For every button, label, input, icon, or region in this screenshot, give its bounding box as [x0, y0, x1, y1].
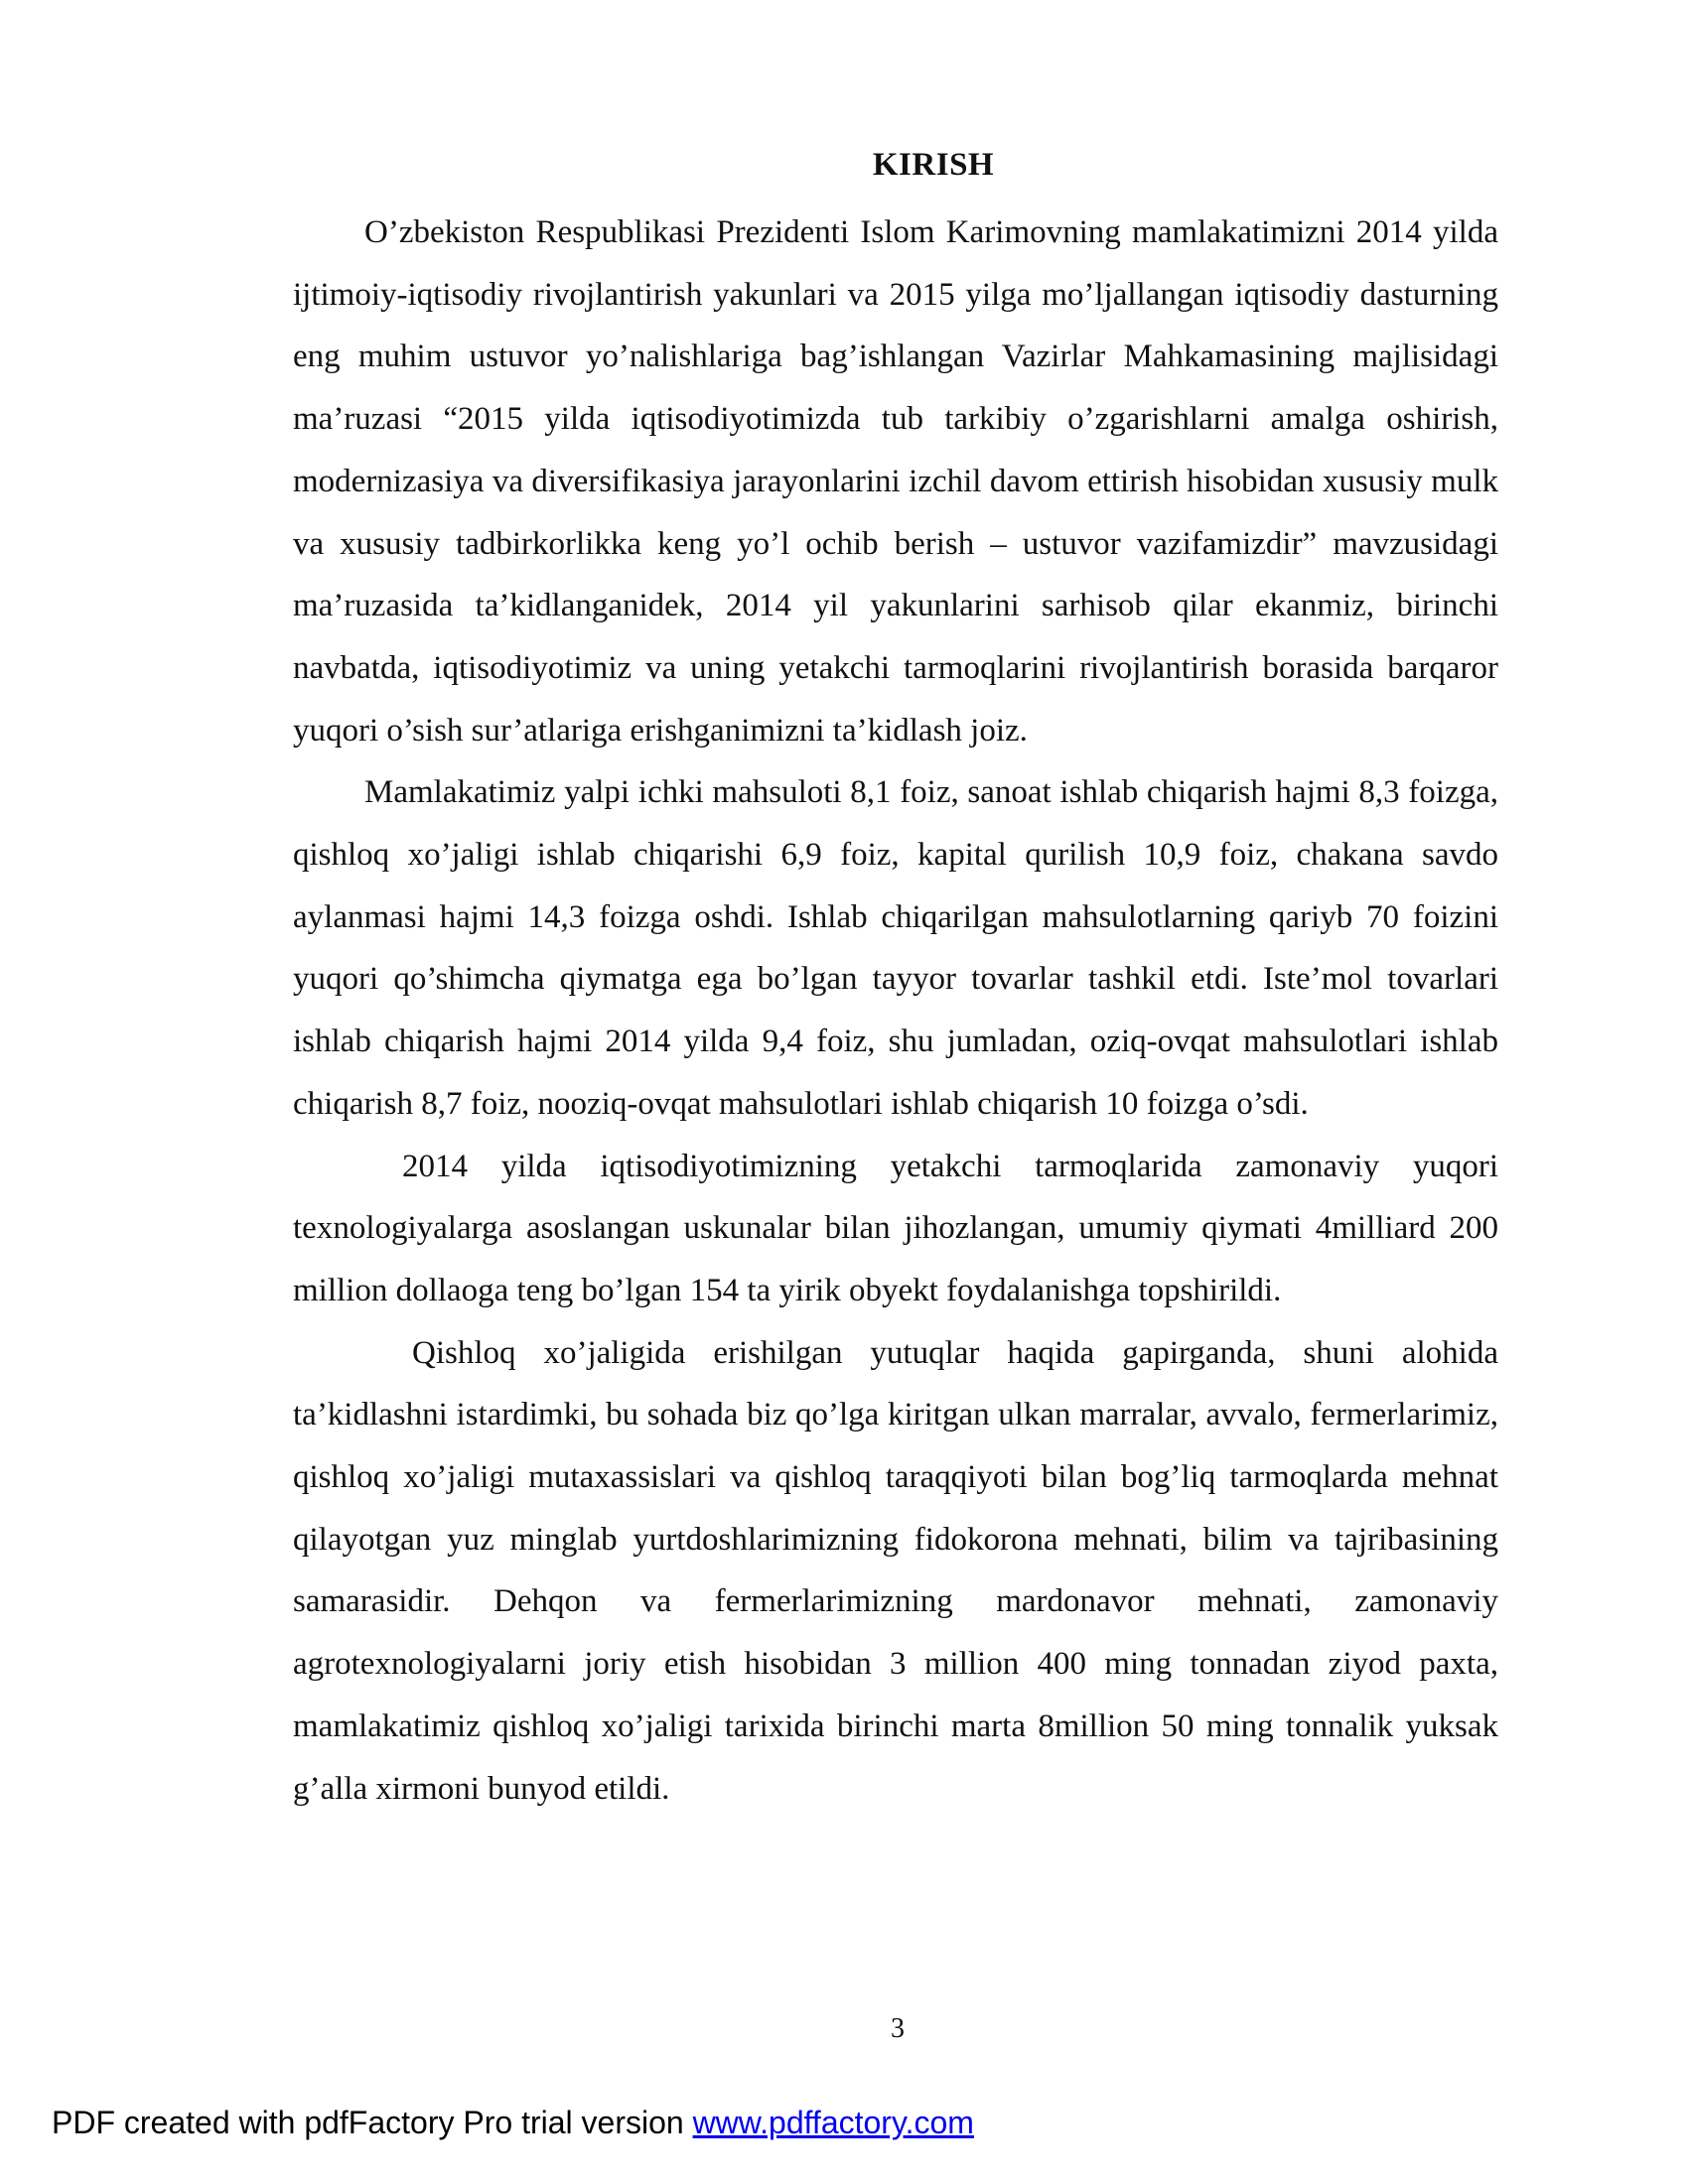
- pdf-footer: [52, 2105, 974, 2141]
- body-text: [293, 202, 1498, 1820]
- page-number: 3: [891, 2013, 905, 2044]
- page-title: KIRISH: [872, 147, 995, 183]
- paragraph-2: Mamlakatimiz yalpi ichki mahsuloti 8,1 foiz, sanoat ishlab chiqarish hajmi 8,3 foizga, qishloq xo’jaligi ishlab chiqarishi 6,9 foiz, kapital qurilish 10,9 foiz, chakana savdo aylanmasi hajmi 14,3 foizga oshdi. Ishlab chiqarilgan mahsulotlarning qariyb 70 foizini yuqori qo’shimcha qiymatga ega bo’lgan tayyor tovarlar tashkil etdi. Iste’mol tovarlari ishlab chiqarish hajmi 2014 yilda 9,4 foiz, shu jumladan, oziq-ovqat mahsulotlari ishlab chiqarish 8,7 foiz, nooziq-ovqat mahsulotlari ishlab chiqarish 10 foizga o’sdi.: [293, 774, 1498, 1122]
- footer-link[interactable]: www.pdffactory.com: [692, 2105, 974, 2140]
- paragraph-4: Qishloq xo’jaligida erishilgan yutuqlar haqida gapirganda, shuni alohida ta’kidlashni istardimki, bu sohada biz qo’lga kiritgan ulkan marralar, avvalo, fermerlarimiz, qishloq xo’jaligi mutaxassislari va qishloq taraqqiyoti bilan bog’liq tarmoqlarda mehnat qilayotgan yuz minglab yurtdoshlarimizning fidokorona mehnati, bilim va tajribasining samarasidir. Dehqon va fermerlarimizning mardonavor mehnati, zamonaviy agrotexnologiyalarni joriy etish hisobidan 3 million 400 ming tonnadan ziyod paxta, mamlakatimiz qishloq xo’jaligi tarixida birinchi marta 8million 50 ming tonnalik yuksak g’alla xirmoni bunyod etildi.: [293, 1334, 1498, 1807]
- paragraph-3: 2014 yilda iqtisodiyotimizning yetakchi tarmoqlarida zamonaviy yuqori texnologiyalarga asoslangan uskunalar bilan jihozlangan, umumiy qiymati 4milliard 200 million dollaoga teng bo’lgan 154 ta yirik obyekt foydalanishga topshirildi.: [293, 1148, 1498, 1308]
- paragraph-1: O’zbekiston Respublikasi Prezidenti Islom Karimovning mamlakatimizni 2014 yilda ijtimoiy-iqtisodiy rivojlantirish yakunlari va 2015 yilga mo’ljallangan iqtisodiy dasturning eng muhim ustuvor yo’nalishlariga bag’ishlangan Vazirlar Mahkamasining majlisidagi ma’ruzasi “2015 yilda iqtisodiyotimizda tub tarkibiy o’zgarishlarni amalga oshirish, modernizasiya va diversifikasiya jarayonlarini izchil davom ettirish hisobidan xususiy mulk va xususiy tadbirkorlikka keng yo’l ochib berish – ustuvor vazifamizdir” mavzusidagi ma’ruzasida ta’kidlanganidek, 2014 yil yakunlarini sarhisob qilar ekanmiz, birinchi navbatda, iqtisodiyotimiz va uning yetakchi tarmoqlarini rivojlantirish borasida barqaror yuqori o’sish sur’atlariga erishganimizni ta’kidlash joiz.: [293, 214, 1498, 749]
- footer-text: PDF created with pdfFactory Pro trial version: [52, 2105, 693, 2140]
